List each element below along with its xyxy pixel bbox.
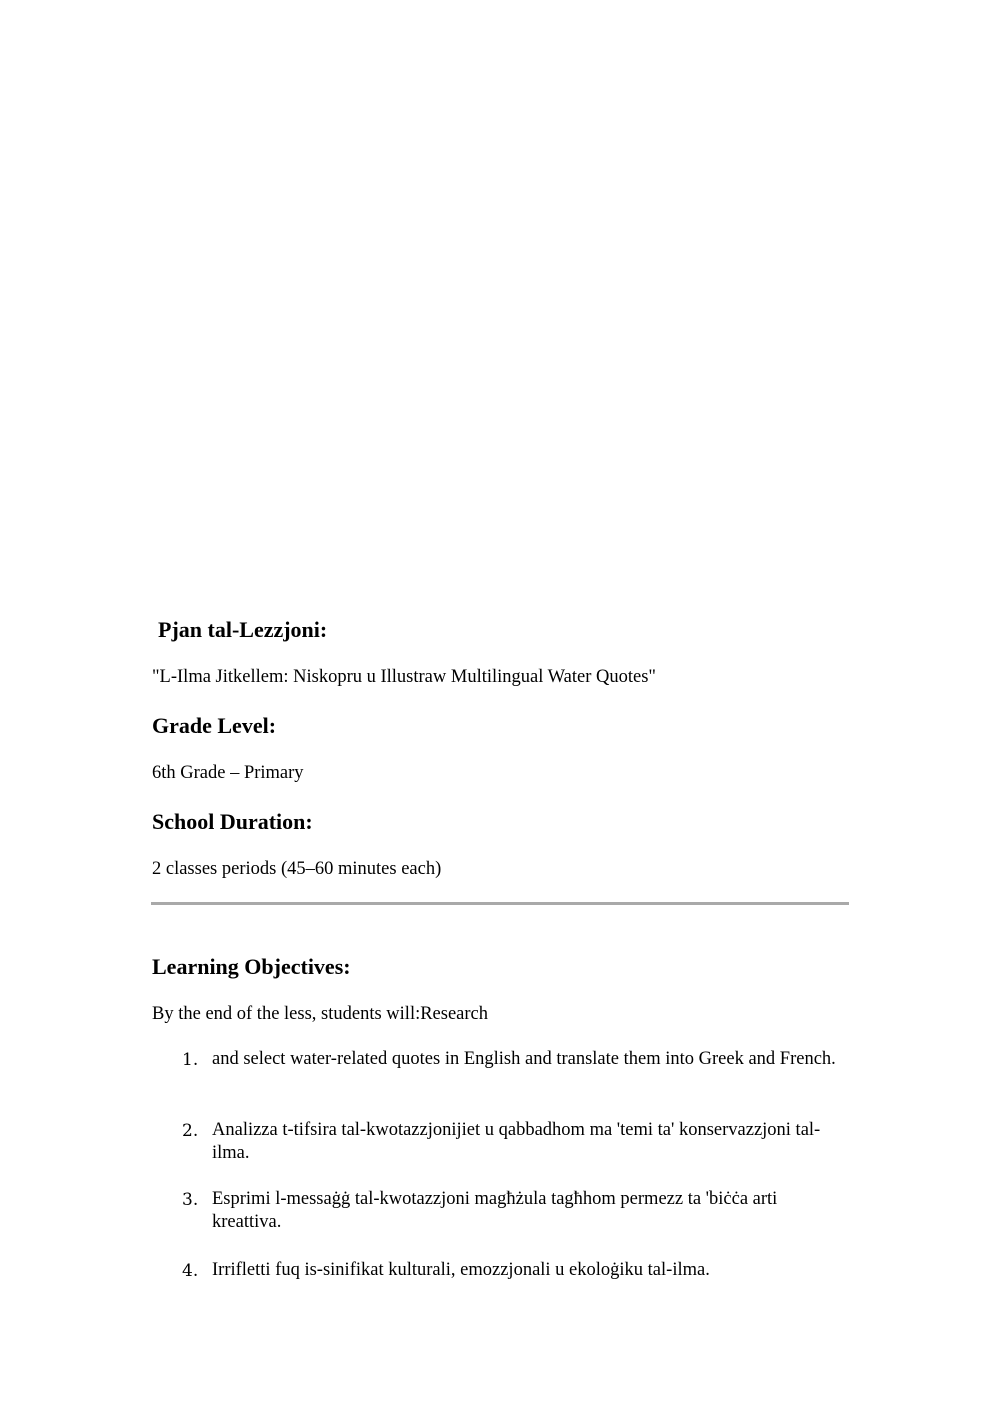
list-item-number: 4.: [182, 1261, 199, 1281]
lesson-title: "L-Ilma Jitkellem: Niskopru u Illustraw Multilingual Water Quotes": [152, 667, 656, 687]
list-item-text: and select water-related quotes in English and translate them into Greek and French.: [212, 1049, 836, 1069]
list-item-text: Irrifletti fuq is-sinifikat kulturali, emozzjonali u ekoloġiku tal-ilma.: [212, 1260, 710, 1280]
list-item-number: 2.: [182, 1121, 199, 1141]
lesson-plan-heading: Pjan tal-Lezzjoni:: [158, 617, 328, 642]
grade-level-heading: Grade Level:: [152, 713, 277, 738]
list-item-text: Analizza t-tifsira tal-kwotazzjonijiet u qabbadhom ma 'temi ta' konservazzjoni tal-ilma.: [212, 1120, 821, 1163]
list-item-number: 1.: [182, 1050, 199, 1070]
objectives-intro: By the end of the less, students will:Research: [152, 1004, 489, 1024]
duration-value: 2 classes periods (45–60 minutes each): [152, 859, 442, 879]
duration-heading: School Duration:: [152, 809, 313, 834]
grade-level-value: 6th Grade – Primary: [152, 763, 304, 783]
list-item-number: 3.: [182, 1190, 199, 1210]
horizontal-divider: [151, 902, 849, 905]
objectives-heading: Learning Objectives:: [152, 954, 351, 979]
list-item-text: Esprimi l-messaġġ tal-kwotazzjoni magħżula tagħhom permezz ta 'biċċa arti kreattiva.: [212, 1189, 778, 1232]
